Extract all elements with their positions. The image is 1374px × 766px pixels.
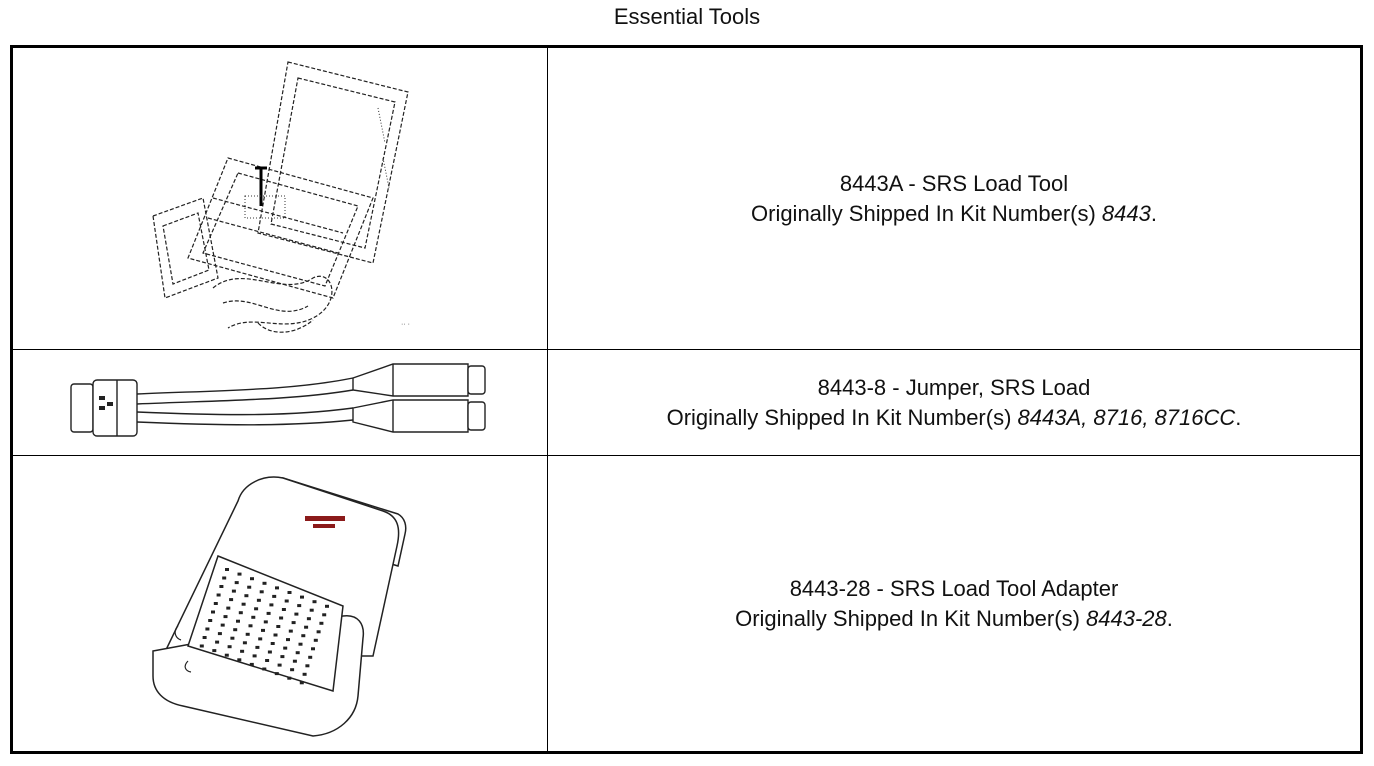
tool-description-cell [548,456,1360,751]
tool-name: 8443-8 - Jumper, SRS Load [817,374,1091,400]
shipped-prefix: Originally Shipped In Kit Number(s) [666,404,1018,430]
shipped-prefix: Originally Shipped In Kit Number(s) [751,200,1102,226]
tool-description-cell [548,350,1360,455]
tool-name: 8443A - SRS Load Tool [839,170,1069,196]
tool-shipped-line [751,199,1157,229]
kit-numbers: 8443 [1101,200,1151,226]
essential-tools-table [10,45,1363,754]
shipped-suffix: . [1166,605,1173,631]
tool-image-cell [13,350,548,455]
svg-text:·· ·: ·· · [401,321,410,328]
shipped-suffix: . [1235,404,1242,430]
tool-description-cell [548,48,1360,349]
shipped-prefix: Originally Shipped In Kit Number(s) [735,605,1087,631]
kit-numbers: 8443-28 [1086,605,1167,631]
tool-row [13,456,1360,751]
page-title: Essential Tools [613,4,761,29]
tool-shipped-line [667,403,1242,433]
tool-image-cell [13,456,548,751]
srs-load-tool-kit-illustration-icon [13,48,547,348]
tool-row [13,48,1360,350]
tool-image-cell [13,48,548,349]
tool-row [13,350,1360,456]
kit-numbers: 8443A, 8716, 8716CC [1017,404,1236,430]
tool-shipped-line [735,604,1173,634]
jumper-cable-illustration-icon [13,350,547,454]
adapter-block-illustration-icon [13,456,547,750]
tool-name: 8443-28 - SRS Load Tool Adapter [789,575,1119,601]
shipped-suffix: . [1150,200,1157,226]
